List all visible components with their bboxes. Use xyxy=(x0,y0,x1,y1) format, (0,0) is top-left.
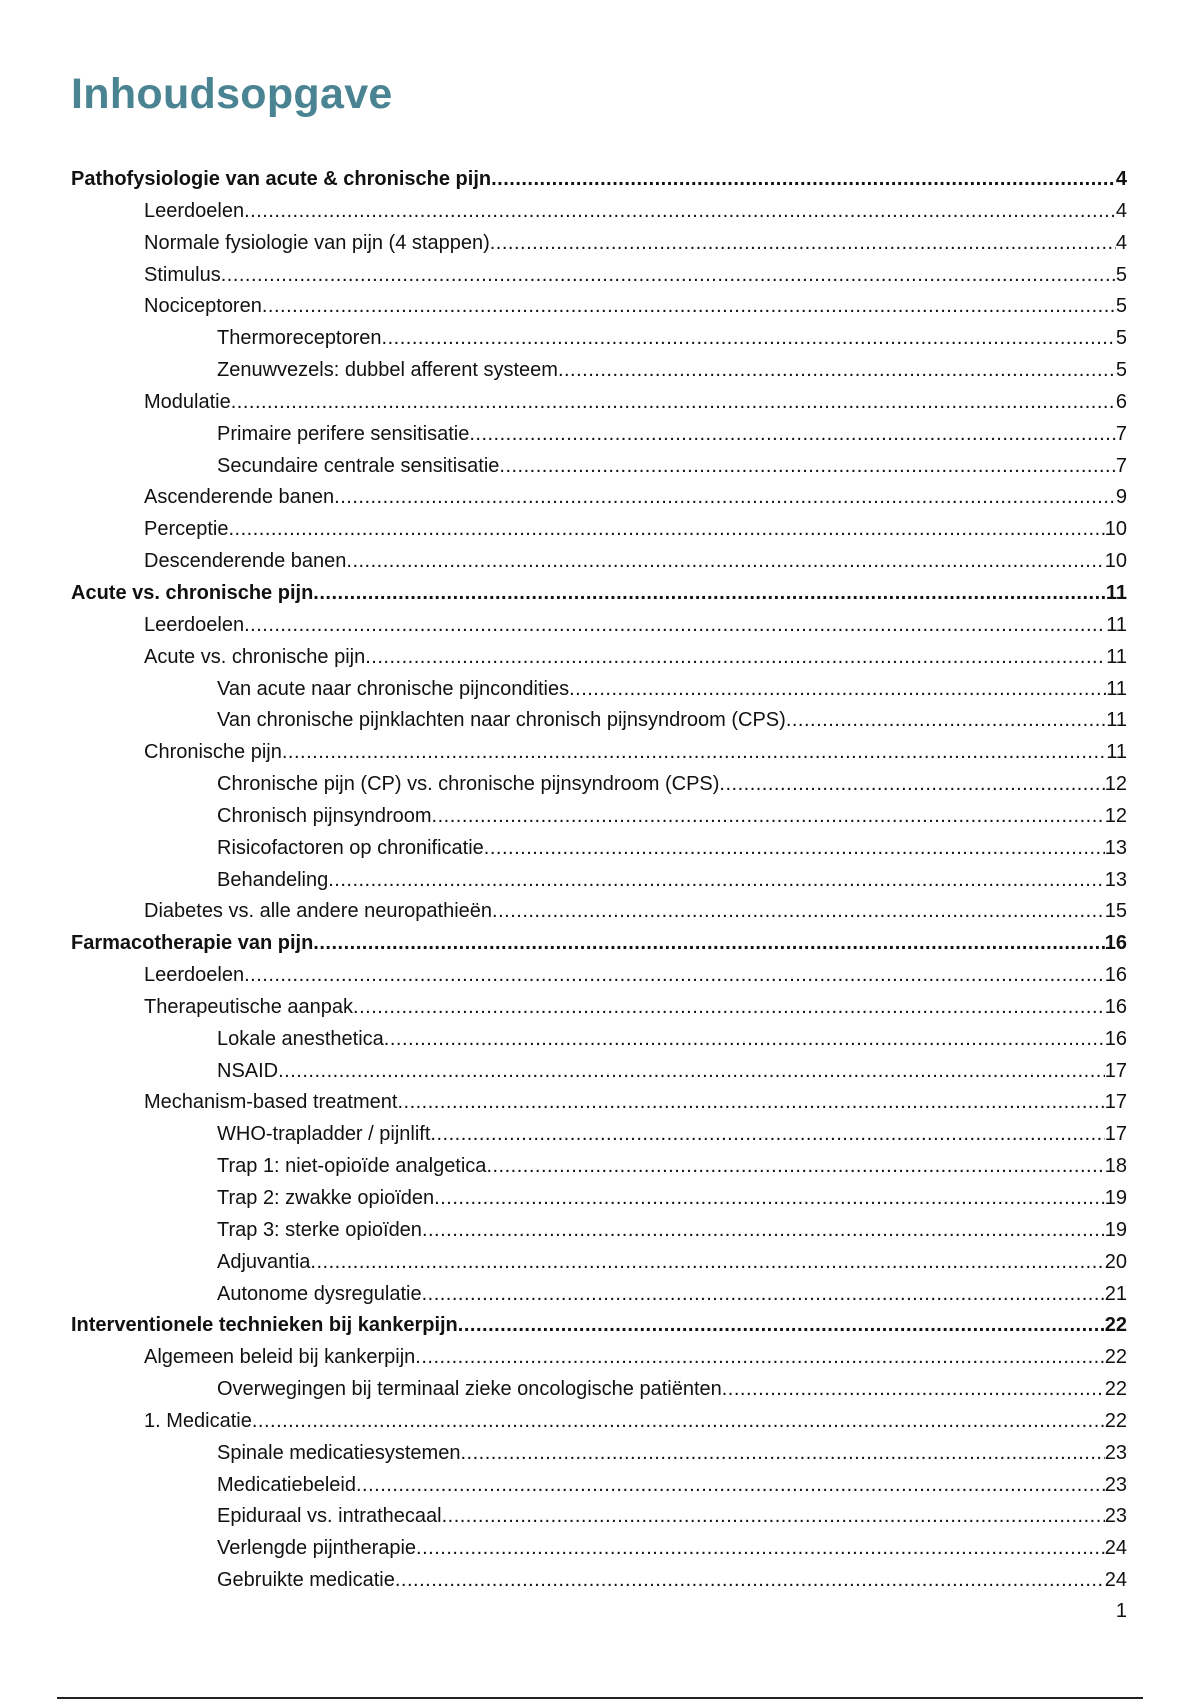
toc-entry-page: 13 xyxy=(1104,836,1127,859)
toc-entry-page: 5 xyxy=(1115,295,1127,318)
toc-entry[interactable] xyxy=(71,1183,1127,1215)
toc-entry[interactable] xyxy=(71,578,1127,610)
toc-entry-page: 5 xyxy=(1115,327,1127,350)
toc-entry-page: 11 xyxy=(1106,613,1127,636)
toc-entry-label: Trap 1: niet-opioïde analgetica xyxy=(217,1155,487,1178)
toc-entry-page: 12 xyxy=(1104,773,1127,796)
toc-entry-label: Spinale medicatiesystemen xyxy=(217,1441,461,1464)
toc-entry[interactable] xyxy=(71,196,1127,228)
toc-entry-page: 16 xyxy=(1104,932,1127,955)
toc-entry[interactable] xyxy=(71,1215,1127,1247)
toc-entry[interactable] xyxy=(71,260,1127,292)
toc-entry-page: 7 xyxy=(1115,422,1127,445)
toc-entry-page: 24 xyxy=(1104,1569,1127,1592)
dot-leader xyxy=(719,769,1104,801)
dot-leader xyxy=(365,642,1106,674)
toc-entry-label: Nociceptoren xyxy=(144,295,262,318)
toc-entry[interactable] xyxy=(71,1406,1127,1438)
toc-entry-page: 15 xyxy=(1104,900,1127,923)
toc-entry-label: Primaire perifere sensitisatie xyxy=(217,422,470,445)
toc-entry-label: Stimulus xyxy=(144,263,221,286)
toc-entry-label: Thermoreceptoren xyxy=(217,327,382,350)
toc-entry-label: Chronisch pijnsyndroom xyxy=(217,804,432,827)
toc-entry-page: 4 xyxy=(1115,199,1127,222)
toc-entry-page: 19 xyxy=(1104,1187,1127,1209)
dot-leader xyxy=(282,737,1106,769)
toc-entry-page: 19 xyxy=(1104,1218,1127,1241)
toc-entry-label: Van acute naar chronische pijncondities xyxy=(217,677,570,700)
toc-entry[interactable] xyxy=(71,387,1127,419)
toc-entry[interactable] xyxy=(71,514,1127,546)
dot-leader xyxy=(786,705,1106,737)
toc-entry-label: Adjuvantia xyxy=(217,1250,311,1273)
dot-leader xyxy=(415,1342,1104,1374)
dot-leader xyxy=(244,960,1105,992)
dot-leader xyxy=(353,992,1105,1024)
toc-entry-page: 4 xyxy=(1115,168,1127,190)
dot-leader xyxy=(490,228,1116,260)
toc-entry[interactable] xyxy=(71,355,1127,387)
toc-entry-label: Van chronische pijnklachten naar chronisch pijnsyndroom (CPS) xyxy=(217,709,786,732)
toc-entry-page: 11 xyxy=(1106,677,1127,700)
toc-entry-label: Leerdoelen xyxy=(144,199,245,222)
dot-leader xyxy=(244,610,1106,642)
toc-entry-page: 16 xyxy=(1104,995,1127,1018)
toc-entry-label: Ascenderende banen xyxy=(144,486,335,509)
toc-entry[interactable] xyxy=(71,291,1127,323)
toc-entry-label: Algemeen beleid bij kankerpijn xyxy=(144,1346,416,1369)
toc-entry-page: 22 xyxy=(1104,1314,1127,1337)
toc-entry-page: 4 xyxy=(1115,231,1127,254)
toc-entry-label: Normale fysiologie van pijn (4 stappen) xyxy=(144,231,490,254)
toc-entry[interactable] xyxy=(71,896,1127,928)
toc-entry[interactable] xyxy=(71,610,1127,642)
toc-entry-page: 10 xyxy=(1104,550,1127,573)
toc-entry-label: NSAID xyxy=(217,1059,279,1082)
toc-entry-page: 11 xyxy=(1106,741,1127,764)
toc-entry[interactable] xyxy=(71,1470,1127,1502)
dot-leader xyxy=(346,546,1104,578)
toc-entry[interactable] xyxy=(71,1247,1127,1279)
toc-entry[interactable] xyxy=(71,1024,1127,1056)
toc-entry-label: Trap 3: sterke opioïden xyxy=(217,1218,422,1241)
toc-entry-label: Descenderende banen xyxy=(144,550,347,573)
toc-entry[interactable] xyxy=(71,1438,1127,1470)
toc-entry-page: 7 xyxy=(1115,454,1127,477)
page-number: 1 xyxy=(1115,1600,1127,1622)
dot-leader xyxy=(244,196,1116,228)
toc-entry[interactable] xyxy=(71,1056,1127,1088)
toc-entry-label: Medicatiebeleid xyxy=(217,1473,356,1496)
toc-entry[interactable] xyxy=(71,833,1127,865)
toc-entry[interactable] xyxy=(71,1151,1127,1183)
toc-entry-page: 10 xyxy=(1104,518,1127,541)
toc-entry-label: Acute vs. chronische pijn xyxy=(71,581,314,604)
toc-entry-label: Zenuwvezels: dubbel afferent systeem xyxy=(217,359,558,382)
toc-entry[interactable] xyxy=(71,164,1127,196)
toc-entry-label: Therapeutische aanpak xyxy=(144,995,354,1018)
toc-entry-page: 13 xyxy=(1104,868,1127,891)
dot-leader xyxy=(313,928,1104,960)
dot-leader xyxy=(460,1438,1104,1470)
toc-entry[interactable] xyxy=(71,737,1127,769)
toc-entry[interactable] xyxy=(71,482,1127,514)
toc-entry-page: 24 xyxy=(1104,1537,1127,1560)
toc-entry-page: 11 xyxy=(1105,581,1127,604)
toc-entry-page: 22 xyxy=(1104,1378,1127,1401)
toc-entry-page: 12 xyxy=(1104,804,1127,827)
toc-entry-page: 17 xyxy=(1104,1059,1127,1082)
toc-entry-label: Chronische pijn (CP) vs. chronische pijnsyndroom (CPS) xyxy=(217,773,720,796)
dot-leader xyxy=(229,514,1105,546)
toc-entry-label: Leerdoelen xyxy=(144,964,245,987)
toc-entry[interactable] xyxy=(71,801,1127,833)
toc-entry-label: Behandeling xyxy=(217,868,329,891)
toc-entry-label: Trap 2: zwakke opioïden xyxy=(217,1187,435,1209)
toc-entry-page: 5 xyxy=(1115,359,1127,382)
toc-entry-label: Overwegingen bij terminaal zieke oncologische patiënten xyxy=(217,1378,722,1401)
toc-entry-page: 17 xyxy=(1104,1091,1127,1114)
toc-entry[interactable] xyxy=(71,705,1127,737)
dot-leader xyxy=(310,1247,1104,1279)
dot-leader xyxy=(422,1215,1105,1247)
toc-entry-label: Secundaire centrale sensitisatie xyxy=(217,454,500,477)
toc-entry-page: 6 xyxy=(1115,390,1127,413)
toc-title: Inhoudsopgave xyxy=(71,70,393,118)
toc-entry-page: 18 xyxy=(1104,1155,1127,1178)
toc-entry[interactable] xyxy=(71,323,1127,355)
toc-entry[interactable] xyxy=(71,451,1127,483)
toc-entry-label: Acute vs. chronische pijn xyxy=(144,645,366,668)
toc-entry-label: Pathofysiologie van acute & chronische pijn xyxy=(71,168,492,190)
toc-entry-page: 23 xyxy=(1104,1473,1127,1496)
dot-leader xyxy=(313,578,1106,610)
dot-leader xyxy=(432,801,1105,833)
toc-entry-page: 22 xyxy=(1104,1346,1127,1369)
toc-entry-page: 9 xyxy=(1115,486,1127,509)
dot-leader xyxy=(469,419,1116,451)
dot-leader xyxy=(442,1501,1105,1533)
dot-leader xyxy=(334,482,1116,514)
dot-leader xyxy=(484,833,1105,865)
toc-entry-label: Verlengde pijntherapie xyxy=(217,1537,417,1560)
toc-entry[interactable] xyxy=(71,674,1127,706)
toc-entry[interactable] xyxy=(71,1279,1127,1311)
dot-leader xyxy=(356,1470,1105,1502)
toc-entry-page: 23 xyxy=(1104,1505,1127,1528)
toc-entry[interactable] xyxy=(71,546,1127,578)
toc-entry-label: WHO-trapladder / pijnlift xyxy=(217,1123,431,1146)
table-of-contents xyxy=(71,164,1127,1597)
toc-entry-label: Mechanism-based treatment xyxy=(144,1091,398,1114)
dot-leader xyxy=(434,1183,1105,1215)
dot-leader xyxy=(328,865,1105,897)
toc-entry[interactable] xyxy=(71,1533,1127,1565)
toc-entry[interactable] xyxy=(71,1087,1127,1119)
toc-entry[interactable] xyxy=(71,419,1127,451)
toc-entry[interactable] xyxy=(71,228,1127,260)
dot-leader xyxy=(722,1374,1105,1406)
dot-leader xyxy=(416,1533,1105,1565)
toc-entry-label: Chronische pijn xyxy=(144,741,282,764)
dot-leader xyxy=(262,291,1116,323)
toc-entry-page: 11 xyxy=(1106,709,1127,732)
toc-entry-label: Farmacotherapie van pijn xyxy=(71,932,314,955)
toc-entry-page: 17 xyxy=(1104,1123,1127,1146)
toc-entry-label: Perceptie xyxy=(144,518,229,541)
toc-entry-page: 20 xyxy=(1104,1250,1127,1273)
toc-entry-page: 21 xyxy=(1104,1282,1127,1305)
toc-entry-label: Autonome dysregulatie xyxy=(217,1282,422,1305)
toc-entry[interactable] xyxy=(71,1342,1127,1374)
toc-entry[interactable] xyxy=(71,960,1127,992)
dot-leader xyxy=(486,1151,1104,1183)
toc-entry-label: Epiduraal vs. intrathecaal xyxy=(217,1505,442,1528)
dot-leader xyxy=(422,1279,1105,1311)
dot-leader xyxy=(397,1087,1104,1119)
toc-entry[interactable] xyxy=(71,865,1127,897)
toc-entry[interactable] xyxy=(71,1565,1127,1597)
toc-entry-label: Lokale anesthetica xyxy=(217,1027,384,1050)
toc-entry-page: 16 xyxy=(1104,964,1127,987)
dot-leader xyxy=(395,1565,1105,1597)
dot-leader xyxy=(558,355,1116,387)
dot-leader xyxy=(458,1310,1105,1342)
toc-entry[interactable] xyxy=(71,928,1127,960)
dot-leader xyxy=(491,164,1116,196)
toc-entry-page: 16 xyxy=(1104,1027,1127,1050)
toc-entry-label: Diabetes vs. alle andere neuropathieën xyxy=(144,900,493,923)
toc-entry[interactable] xyxy=(71,642,1127,674)
dot-leader xyxy=(384,1024,1105,1056)
dot-leader xyxy=(569,674,1106,706)
toc-entry-label: Modulatie xyxy=(144,390,231,413)
dot-leader xyxy=(499,451,1115,483)
dot-leader xyxy=(278,1056,1105,1088)
dot-leader xyxy=(221,260,1116,292)
toc-entry-page: 22 xyxy=(1104,1409,1127,1432)
toc-entry[interactable] xyxy=(71,992,1127,1024)
toc-entry-page: 5 xyxy=(1115,263,1127,286)
toc-entry-page: 23 xyxy=(1104,1441,1127,1464)
dot-leader xyxy=(231,387,1116,419)
toc-entry[interactable] xyxy=(71,1374,1127,1406)
toc-entry[interactable] xyxy=(71,769,1127,801)
toc-entry[interactable] xyxy=(71,1310,1127,1342)
toc-entry-label: Risicofactoren op chronificatie xyxy=(217,836,484,859)
toc-entry-page: 11 xyxy=(1106,645,1127,668)
toc-entry[interactable] xyxy=(71,1501,1127,1533)
dot-leader xyxy=(252,1406,1105,1438)
toc-entry[interactable] xyxy=(71,1119,1127,1151)
footer-divider xyxy=(57,1697,1143,1699)
dot-leader xyxy=(382,323,1116,355)
toc-entry-label: 1. Medicatie xyxy=(144,1409,252,1432)
dot-leader xyxy=(430,1119,1104,1151)
toc-entry-label: Leerdoelen xyxy=(144,613,245,636)
toc-entry-label: Gebruikte medicatie xyxy=(217,1569,395,1592)
dot-leader xyxy=(492,896,1105,928)
toc-entry-label: Interventionele technieken bij kankerpijn xyxy=(71,1314,458,1337)
